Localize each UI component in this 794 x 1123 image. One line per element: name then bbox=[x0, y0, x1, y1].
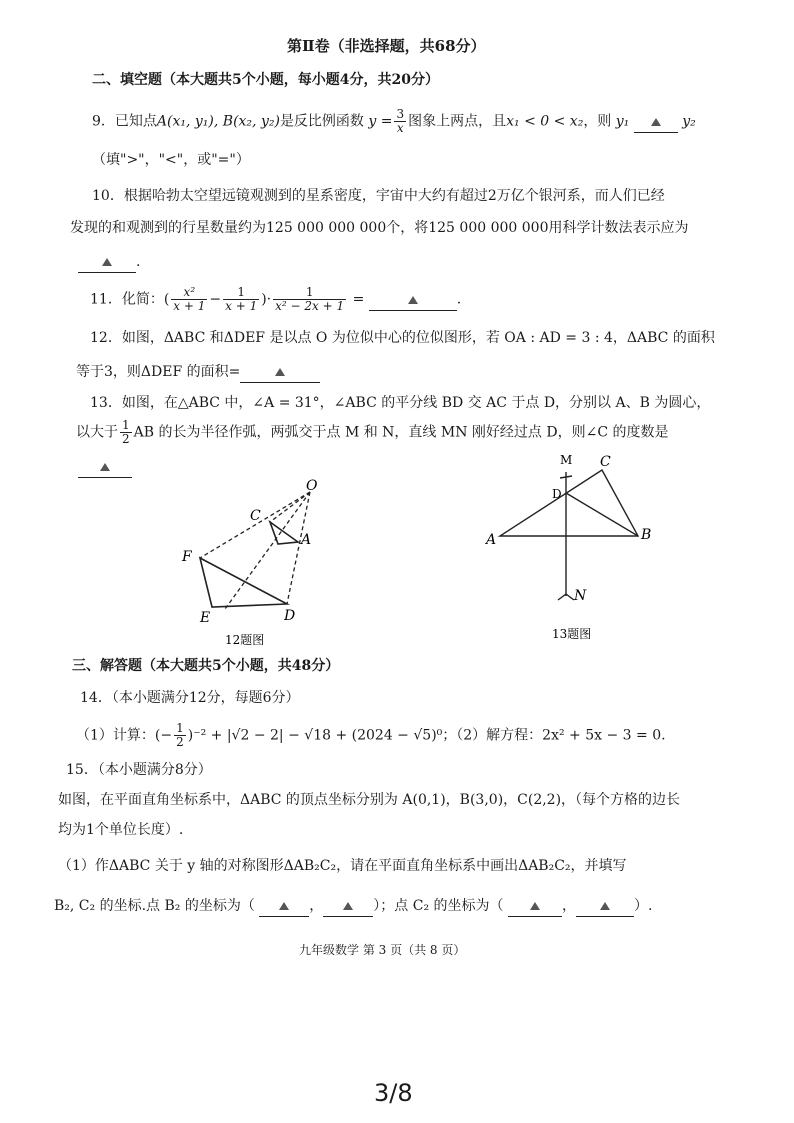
q11-label: 11．化简： bbox=[90, 291, 164, 308]
answer-marker-icon bbox=[275, 368, 285, 376]
label-b: B bbox=[641, 527, 652, 543]
q13-answer-row bbox=[78, 457, 132, 478]
q13-half bbox=[120, 419, 132, 446]
q14-part1-a: （1）计算：(− bbox=[76, 727, 173, 744]
q10-line-2: 发现的和观测到的行星数量约为125 000 000 000个，将125 000 000 000用科学计数法表示应为 bbox=[70, 220, 689, 236]
label-n: N bbox=[574, 588, 587, 604]
q9-text-b: 是反比例函数 bbox=[279, 113, 364, 130]
section-fill-in-title: 二、填空题（本大题共5个小题，每小题4分，共20分） bbox=[92, 72, 439, 88]
q13-answer-blank[interactable] bbox=[78, 457, 132, 478]
q15-c2-x-blank[interactable] bbox=[508, 896, 562, 917]
q14-head: 14．（本小题满分12分，每题6分） bbox=[80, 690, 300, 706]
q15-head: 15．（本小题满分8分） bbox=[66, 762, 212, 778]
bisector-bd bbox=[566, 493, 638, 536]
q10-line-1: 10．根据哈勃太空望远镜观测到的星系密度，宇宙中大约有超过2万亿个银河系，而人们已经 bbox=[92, 188, 665, 204]
q13-half-num: 1 bbox=[122, 418, 130, 432]
label-o: O bbox=[306, 478, 318, 494]
page-indicator: 3/8 bbox=[374, 1079, 413, 1107]
arc-n-mark-1 bbox=[558, 594, 566, 600]
q9-hint: （填">"，"<"，或"="） bbox=[92, 152, 250, 168]
q9-function-lhs: y = bbox=[368, 113, 393, 130]
q14-half-den: 2 bbox=[176, 735, 184, 749]
label-m: M bbox=[560, 453, 573, 467]
question-9 bbox=[92, 108, 696, 135]
figure-12 bbox=[170, 474, 350, 650]
q11-f3-num: 1 bbox=[273, 286, 346, 300]
q9-text-c: 图象上两点，且 bbox=[408, 113, 507, 130]
q13-text-a: 以大于 bbox=[76, 424, 118, 441]
q11-f1-num: x² bbox=[171, 286, 207, 300]
answer-marker-icon bbox=[530, 902, 540, 910]
q15-comma-2: ， bbox=[561, 898, 576, 914]
q12-answer-blank[interactable] bbox=[240, 362, 320, 383]
q15-comma-1: ， bbox=[309, 898, 324, 914]
label-a: A bbox=[301, 532, 312, 548]
q12-line-2 bbox=[76, 362, 320, 383]
q15-line-1: 如图，在平面直角坐标系中，ΔABC 的顶点坐标分别为 A(0,1)，B(3,0)，C(2,2)，（每个方格的边长 bbox=[58, 792, 681, 808]
q11-fraction-3 bbox=[273, 286, 346, 313]
q9-answer-blank[interactable] bbox=[634, 112, 678, 133]
label-f: F bbox=[182, 549, 192, 565]
triangle-abc bbox=[500, 470, 638, 536]
line-of-to-f bbox=[200, 492, 310, 558]
section-answer-title: 三、解答题（本大题共5个小题，共48分） bbox=[72, 658, 340, 674]
q9-points: A(x₁, y₁), B(x₂, y₂) bbox=[156, 113, 280, 130]
q9-y1: y₁ bbox=[615, 113, 630, 130]
q12-line-1: 12．如图，ΔABC 和ΔDEF 是以点 O 为位似中心的位似图形，若 OA : AD = 3 : 4，ΔABC 的面积 bbox=[90, 330, 715, 346]
q9-condition: x₁ < 0 < x₂ bbox=[506, 113, 584, 130]
line-oe bbox=[225, 492, 310, 609]
q12-line-2-text: 等于3，则ΔDEF 的面积= bbox=[76, 364, 241, 380]
label-e: E bbox=[200, 610, 211, 626]
q15-line-3: （1）作ΔABC 关于 y 轴的对称图形ΔAB₂C₂，请在平面直角坐标系中画出ΔAB₂C₂，并填写 bbox=[58, 858, 627, 874]
q14-part1-b: )⁻² + |√2 − 2| − √18 + (2024 − √5)⁰；（2）解方程：2x² + 5x − 3 = 0. bbox=[187, 727, 666, 744]
q9-fraction-den: x bbox=[396, 121, 404, 135]
line-oc bbox=[270, 492, 310, 522]
q9-text-a: 9．已知点 bbox=[92, 113, 157, 130]
answer-marker-icon bbox=[600, 902, 610, 910]
label-c: C bbox=[250, 508, 261, 524]
q11-f1-den: x + 1 bbox=[173, 299, 206, 313]
q15-b2-y-blank[interactable] bbox=[323, 896, 373, 917]
q14-half bbox=[174, 722, 186, 749]
q11-fraction-1 bbox=[171, 286, 207, 313]
arc-n-mark-2 bbox=[566, 594, 574, 600]
q15-line-4 bbox=[54, 896, 652, 917]
q13-text-b: AB 的长为半径作弧，两弧交于点 M 和 N，直线 MN 刚好经过点 D，则∠C 的度数是 bbox=[133, 424, 669, 441]
q10-answer-blank[interactable] bbox=[78, 252, 136, 273]
q13-half-den: 2 bbox=[122, 432, 130, 446]
q11-minus: − bbox=[209, 291, 222, 308]
page-footer: 九年级数学 第 3 页（共 8 页） bbox=[299, 943, 466, 957]
answer-marker-icon bbox=[100, 463, 110, 471]
q11-f2-den: x + 1 bbox=[225, 299, 258, 313]
answer-marker-icon bbox=[651, 118, 661, 126]
q15-text-b: ）；点 C₂ 的坐标为（ bbox=[373, 898, 504, 914]
q9-y2: y₂ bbox=[682, 113, 696, 130]
answer-marker-icon bbox=[408, 296, 418, 304]
label-d: D bbox=[284, 608, 296, 624]
answer-marker-icon bbox=[279, 902, 289, 910]
question-11: 11．化简：( $\frac{\text{x²}}{x + 1}$ − $\frac{1}{x + 1}$ )· $\frac{1}{\text{x² − 2x + 1}}$ = . bbox=[90, 285, 462, 313]
figure-13-caption: 13题图 bbox=[552, 627, 592, 641]
paper-part-title: 第Ⅱ卷（非选择题，共68分） bbox=[287, 37, 486, 55]
arc-m-mark bbox=[560, 476, 572, 478]
q13-line-1: 13．如图，在△ABC 中，∠A = 31°，∠ABC 的平分线 BD 交 AC 于点 D，分别以 A、B 为圆心， bbox=[90, 395, 711, 411]
q9-fraction-num: 3 bbox=[396, 107, 405, 121]
q14-body bbox=[76, 722, 666, 749]
q13-line-2 bbox=[76, 419, 668, 446]
q11-answer-blank[interactable] bbox=[369, 290, 457, 311]
q15-line-2: 均为1个单位长度）. bbox=[58, 822, 184, 838]
answer-marker-icon bbox=[102, 258, 112, 266]
label-d: D bbox=[552, 487, 562, 501]
q11-f2-num: 1 bbox=[223, 286, 259, 300]
q9-fraction bbox=[394, 108, 406, 135]
q15-c2-y-blank[interactable] bbox=[576, 896, 634, 917]
label-a: A bbox=[486, 532, 497, 548]
figure-12-caption: 12题图 bbox=[225, 633, 265, 647]
q11-fraction-2 bbox=[223, 286, 259, 313]
triangle-abc bbox=[270, 522, 298, 544]
q14-half-num: 1 bbox=[176, 721, 184, 735]
q11-f3-den: x² − 2x + 1 bbox=[275, 299, 345, 313]
q15-b2-x-blank[interactable] bbox=[259, 896, 309, 917]
q15-text-c: ）. bbox=[633, 898, 653, 914]
line-od bbox=[287, 492, 310, 604]
answer-marker-icon bbox=[343, 902, 353, 910]
q15-text-a: B₂, C₂ 的坐标.点 B₂ 的坐标为（ bbox=[54, 898, 255, 914]
q9-text-d: ，则 bbox=[583, 113, 612, 130]
q10-answer-row: . bbox=[78, 252, 140, 273]
figure-13 bbox=[480, 448, 670, 648]
q11-equals: = bbox=[352, 291, 365, 308]
label-c: C bbox=[600, 454, 611, 470]
